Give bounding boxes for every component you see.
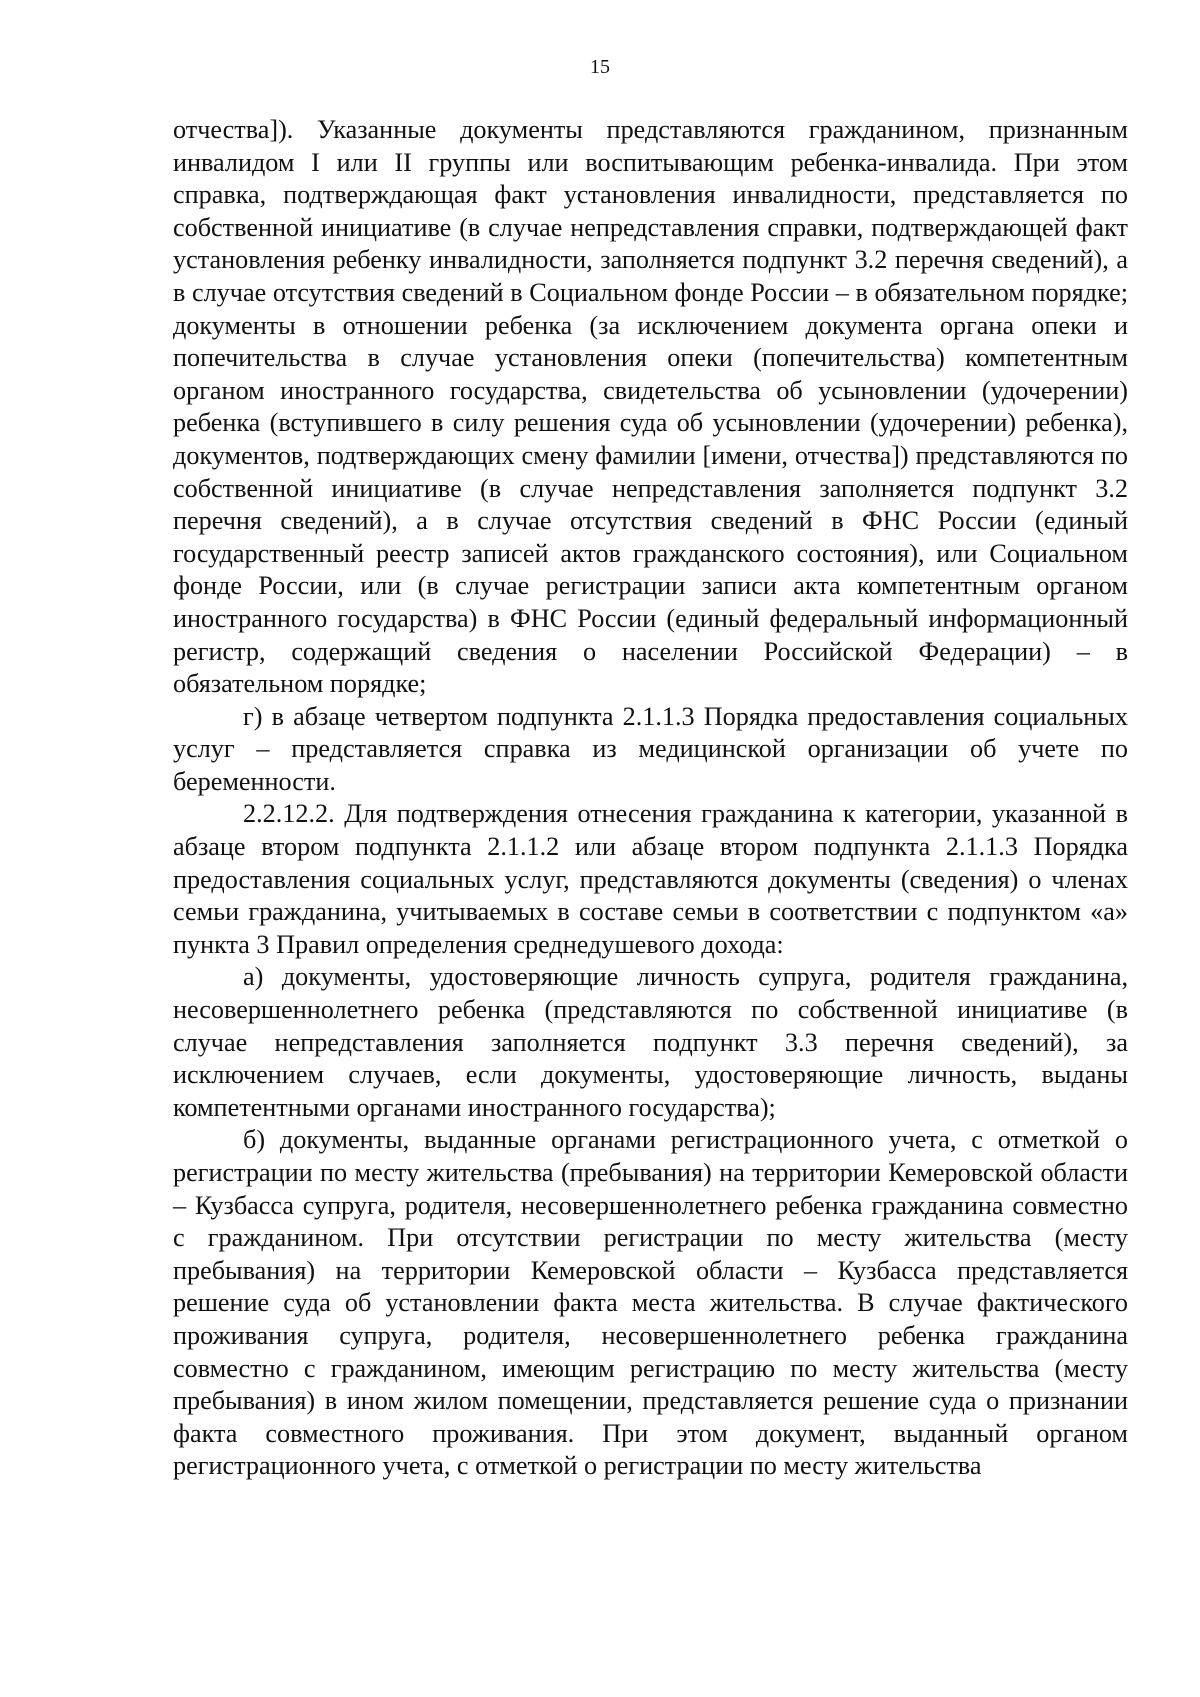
paragraph-continuation: отчества]). Указанные документы представляются гражданином, признанным инвалидом I или II группы или воспитывающим ребенка-инвалида. При этом справка, подтверждающая факт установления инвалидности, представляется по собственной инициативе (в случае непредставления справки, подтверждающей факт установления ребенку инвалидности, заполняется подпункт 3.2 перечня сведений), а в случае отсутствия сведений в Социальном фонде России – в обязательном порядке; документы в отношении ребенка (за исключением документа органа опеки и попечительства в случае установления опеки (попечительства) компетентным органом иностранного государства, свидетельства об усыновлении (удочерении) ребенка (вступившего в силу решения суда об усыновлении (удочерении) ребенка), документов, подтверждающих смену фамилии [имени, отчества]) представляются по собственной инициативе (в случае непредставления заполняется подпункт 3.2 перечня сведений), а в случае отсутствия сведений в ФНС России (единый государственный реестр записей актов гражданского состояния), или Социальном фонде России, или (в случае регистрации записи акта компетентным органом иностранного государства) в ФНС России (единый федеральный информационный регистр, содержащий сведения о населении Российской Федерации) – в обязательном порядке; bbox=[173, 115, 1128, 699]
paragraph-2-2-12-2: 2.2.12.2. Для подтверждения отнесения гражданина к категории, указанной в абзаце втором подпункта 2.1.1.2 или абзаце втором подпункта 2.1.1.3 Порядка предоставления социальных услуг, представляются документы (сведения) о членах семьи гражданина, учитываемых в составе семьи в соответствии с подпунктом «а» пункта 3 Правил определения среднедушевого дохода: bbox=[173, 799, 1128, 959]
document-body bbox=[173, 114, 1128, 1483]
page-number: 15 bbox=[590, 56, 610, 78]
paragraph-item-b: б) документы, выданные органами регистрационного учета, с отметкой о регистрации по месту жительства (пребывания) на территории Кемеровской области – Кузбасса супруга, родителя, несовершеннолетнего ребенка гражданина совместно с гражданином. При отсутствии регистрации по месту жительства (месту пребывания) на территории Кемеровской области – Кузбасса представляется решение суда об установлении факта места жительства. В случае фактического проживания супруга, родителя, несовершеннолетнего ребенка гражданина совместно с гражданином, имеющим регистрацию по месту жительства (месту пребывания) в ином жилом помещении, представляется решение суда о признании факта совместного проживания. При этом документ, выданный органом регистрационного учета, с отметкой о регистрации по месту жительства bbox=[173, 1125, 1128, 1481]
paragraph-item-g: г) в абзаце четвертом подпункта 2.1.1.3 Порядка предоставления социальных услуг – представляется справка из медицинской организации об учете по беременности. bbox=[173, 701, 1128, 796]
paragraph-item-a: а) документы, удостоверяющие личность супруга, родителя гражданина, несовершеннолетнего ребенка (представляются по собственной инициативе (в случае непредставления заполняется подпункт 3.3 перечня сведений), за исключением случаев, если документы, удостоверяющие личность, выданы компетентными органами иностранного государства); bbox=[173, 962, 1128, 1122]
